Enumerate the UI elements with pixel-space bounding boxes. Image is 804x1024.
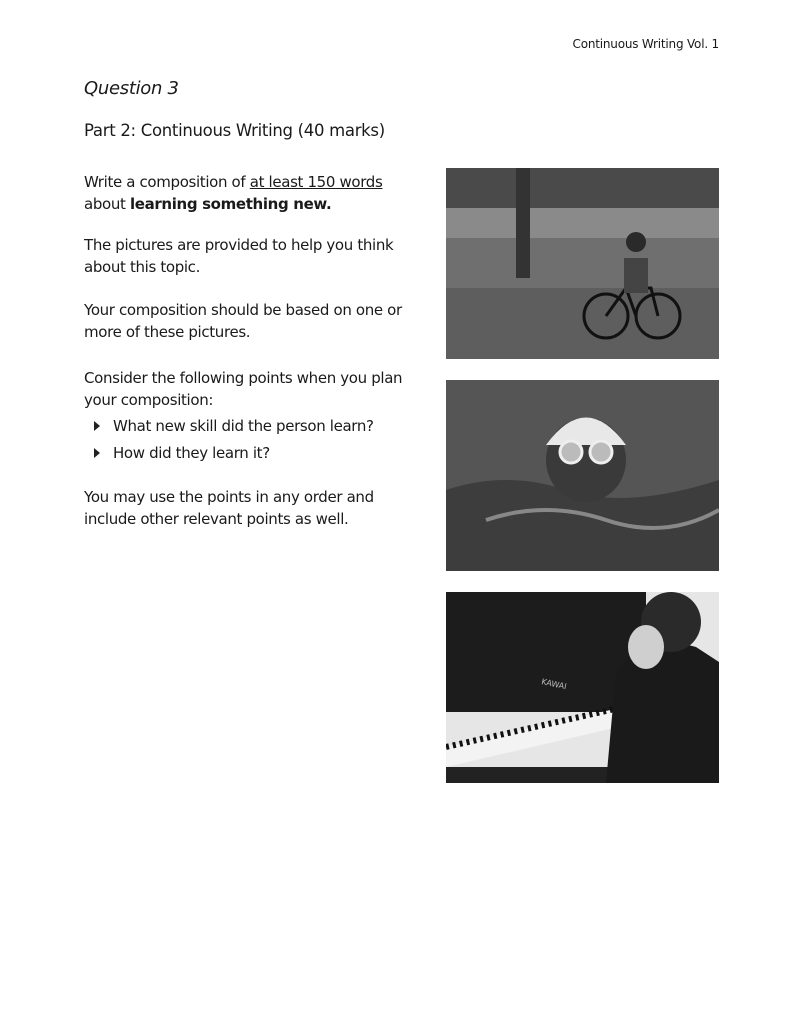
point-text: What new skill did the person learn?: [113, 416, 374, 435]
question-title: Question 3: [84, 78, 179, 99]
text: about: [84, 195, 130, 213]
instruction-order: You may use the points in any order and include other relevant points as well.: [84, 488, 374, 528]
running-header: Continuous Writing Vol. 1: [572, 37, 719, 51]
topic: learning something new.: [129, 195, 332, 213]
bullet-triangle-icon: [94, 448, 100, 458]
svg-text:KAWAI: KAWAI: [540, 677, 568, 692]
instruction-word-count: [84, 171, 434, 215]
piano-photo: [446, 592, 719, 783]
point-item: [84, 439, 434, 466]
points-list: [84, 412, 434, 466]
part-title: Part 2: Continuous Writing (40 marks): [84, 121, 385, 140]
bicycle-image: [446, 168, 719, 359]
bullet-triangle-icon: [94, 421, 100, 431]
swimming-image: [446, 380, 719, 571]
instruction-consider: Consider the following points when you plan your composition:: [84, 369, 403, 409]
text: Write a composition of: [84, 173, 250, 191]
piano-image: [446, 592, 719, 783]
instruction-based-on: Your composition should be based on one or more of these pictures.: [84, 301, 402, 341]
point-text: How did they learn it?: [113, 443, 270, 462]
word-count-requirement: at least 150 words: [249, 173, 383, 191]
point-item: [84, 412, 434, 439]
instruction-pictures: The pictures are provided to help you think about this topic.: [84, 236, 394, 276]
bicycle-photo: [446, 168, 719, 359]
swimming-photo: [446, 380, 719, 571]
